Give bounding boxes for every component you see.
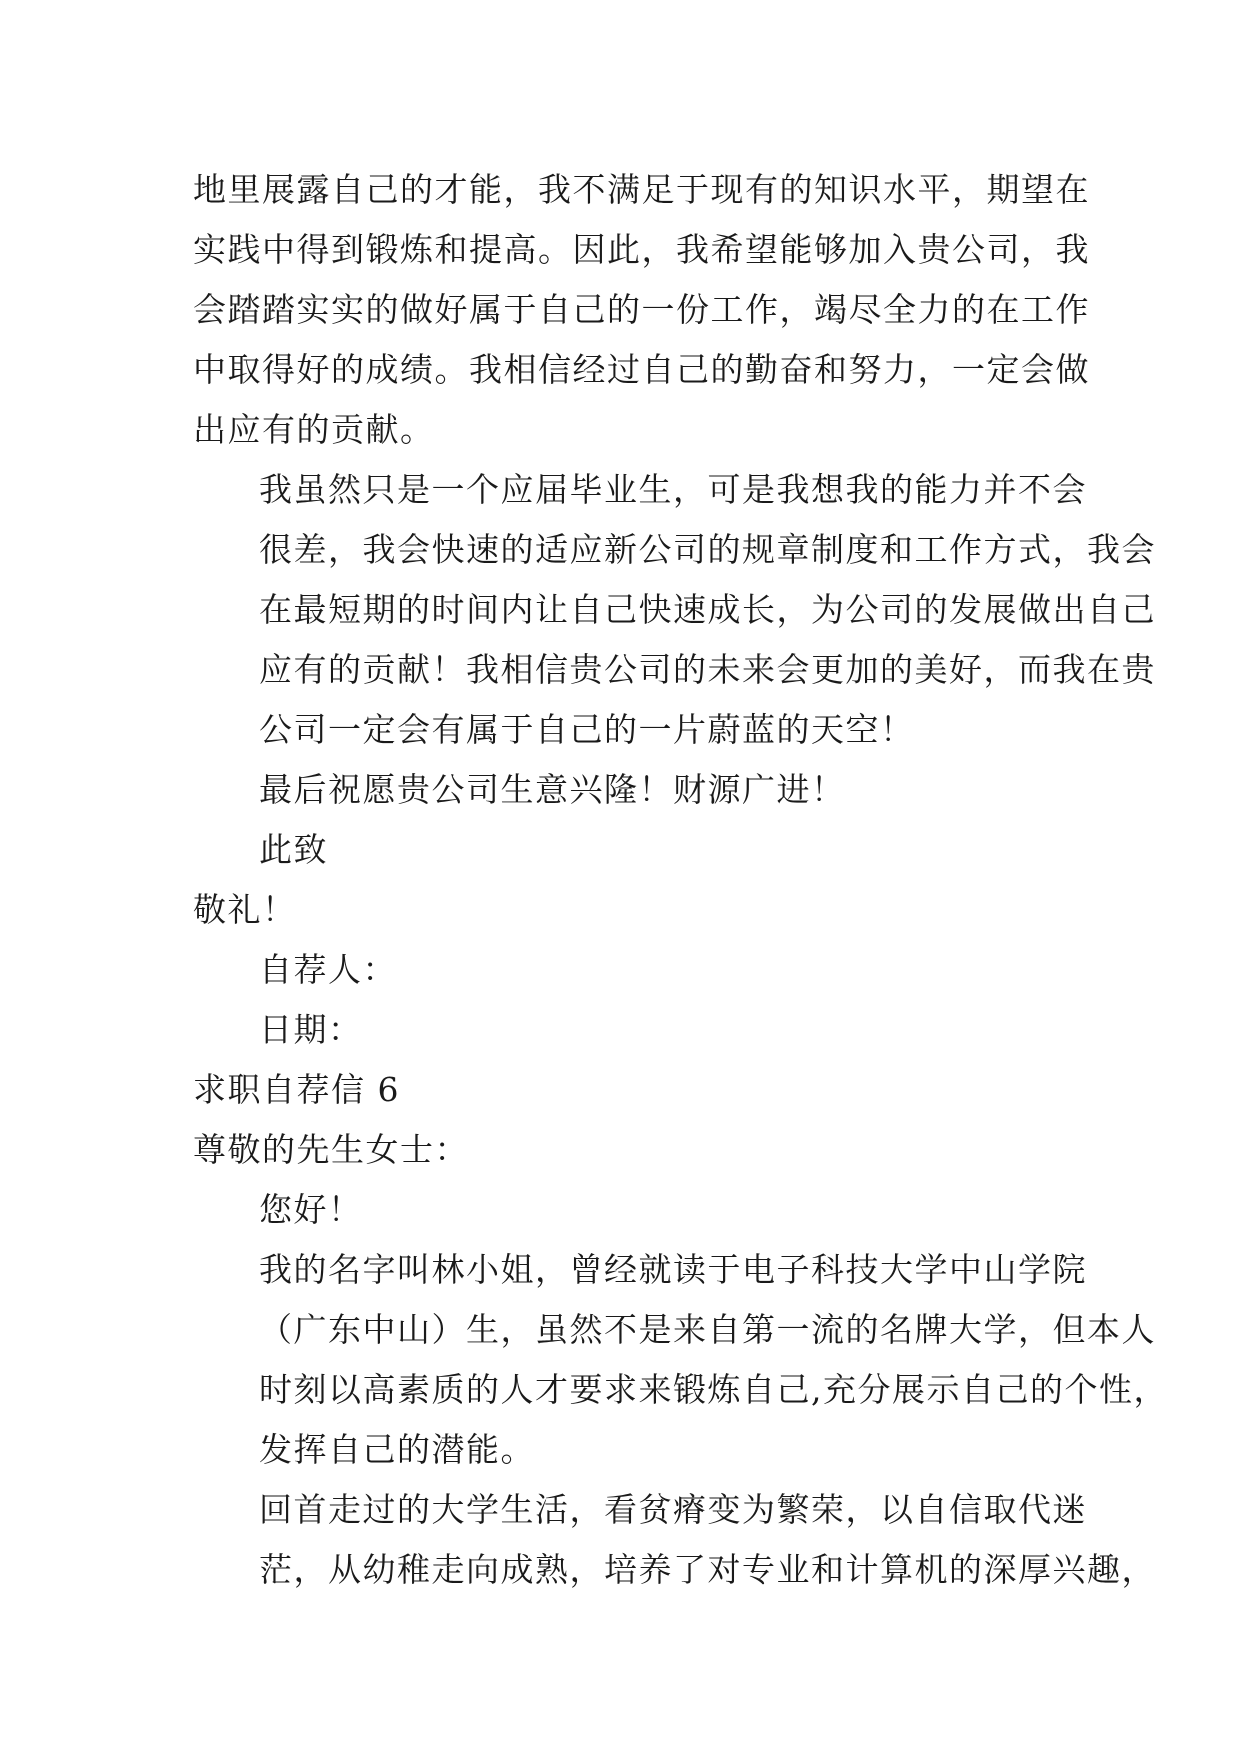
text-line: 敬礼！	[193, 890, 297, 929]
text-line: 您好！	[259, 1190, 363, 1229]
paragraph-p9	[193, 1120, 1061, 1180]
text-line: 茫，从幼稚走向成熟，培养了对专业和计算机的深厚兴趣，	[259, 1550, 1156, 1589]
text-line: 发挥自己的潜能。	[259, 1430, 535, 1469]
document-body	[193, 160, 1168, 1600]
paragraph-p1	[193, 160, 1090, 460]
paragraph-p10	[193, 1180, 1061, 1240]
paragraph-p8	[193, 1060, 1061, 1120]
paragraph-p5	[193, 880, 1061, 940]
paragraph-p11	[193, 1240, 1168, 1480]
text-line: 尊敬的先生女士：	[193, 1130, 469, 1169]
paragraph-p6	[193, 940, 1061, 1000]
text-line: 时刻以高素质的人才要求来锻炼自己,充分展示自己的个性，	[259, 1370, 1168, 1409]
text-line: 此致	[259, 830, 328, 869]
text-line: 会踏踏实实的做好属于自己的一份工作，竭尽全力的在工作	[193, 290, 1090, 329]
text-line: 中取得好的成绩。我相信经过自己的勤奋和努力，一定会做	[193, 350, 1090, 389]
text-line: 很差，我会快速的适应新公司的规章制度和工作方式，我会	[259, 530, 1156, 569]
text-line: （广东中山）生，虽然不是来自第一流的名牌大学，但本人	[259, 1310, 1156, 1349]
paragraph-p2	[193, 460, 1156, 760]
text-line: 求职自荐信 6	[193, 1070, 400, 1109]
text-line: 我虽然只是一个应届毕业生，可是我想我的能力并不会	[259, 470, 1087, 509]
text-line: 应有的贡献！我相信贵公司的未来会更加的美好，而我在贵	[259, 650, 1156, 689]
text-line: 我的名字叫林小姐，曾经就读于电子科技大学中山学院	[259, 1250, 1087, 1289]
paragraph-p4	[193, 820, 1061, 880]
text-line: 公司一定会有属于自己的一片蔚蓝的天空！	[259, 710, 915, 749]
text-line: 自荐人：	[259, 950, 397, 989]
text-line: 实践中得到锻炼和提高。因此，我希望能够加入贵公司，我	[193, 230, 1090, 269]
text-line: 出应有的贡献。	[193, 410, 435, 449]
paragraph-p12	[193, 1480, 1156, 1600]
text-line: 日期：	[259, 1010, 363, 1049]
paragraph-p3	[193, 760, 1061, 820]
text-line: 地里展露自己的才能，我不满足于现有的知识水平，期望在	[193, 170, 1090, 209]
text-line: 最后祝愿贵公司生意兴隆！财源广进！	[259, 770, 846, 809]
text-line: 在最短期的时间内让自己快速成长，为公司的发展做出自己	[259, 590, 1156, 629]
text-line: 回首走过的大学生活，看贫瘠变为繁荣，以自信取代迷	[259, 1490, 1087, 1529]
paragraph-p7	[193, 1000, 1061, 1060]
